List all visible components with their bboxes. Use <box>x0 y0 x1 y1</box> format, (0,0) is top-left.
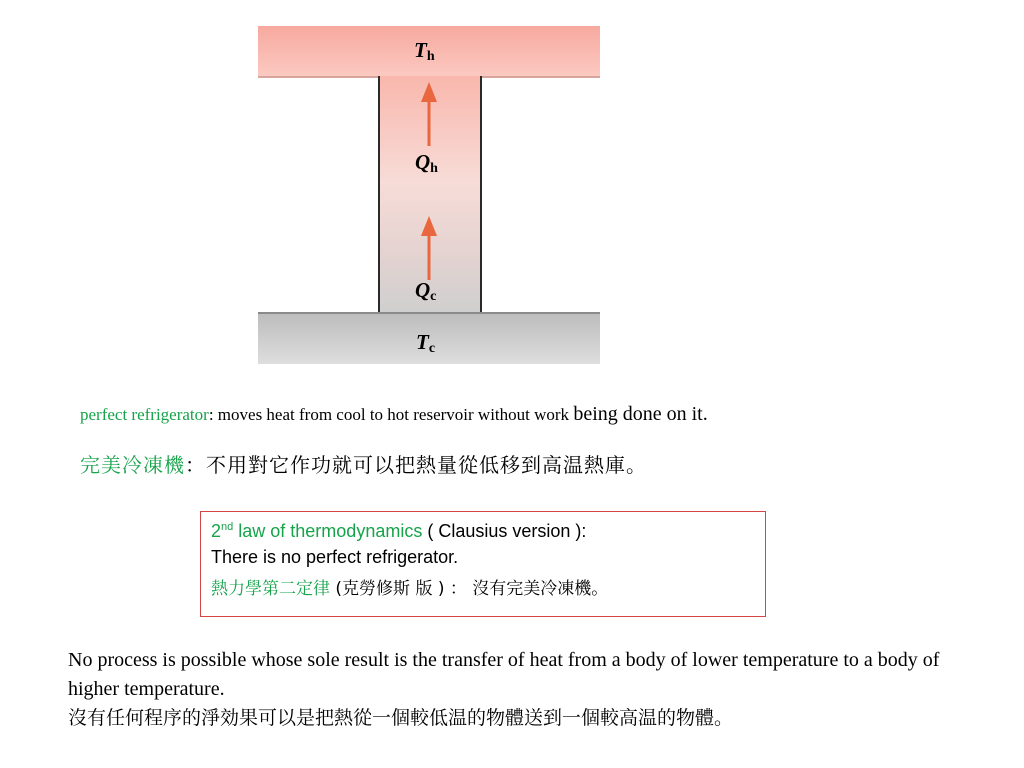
upper-up-arrow-icon <box>419 82 439 146</box>
definition-en <box>80 403 708 426</box>
law-number: 2 <box>211 521 222 541</box>
law-name-zh: 熱力學第二定律 <box>211 579 330 599</box>
cold-heat-label: $Q_c$ <box>415 278 437 304</box>
clausius-statement-en: No process is possible whose sole result is the transfer of heat from a body of lower temperature to a body of higher temperature. <box>68 649 940 700</box>
law-ordinal: nd <box>221 521 234 533</box>
second-law-box <box>200 511 766 617</box>
law-version-zh: (克勞修斯 版 ) ： 沒有完美冷凍機。 <box>330 579 609 599</box>
refrigerator-diagram <box>258 26 600 362</box>
hot-heat-label: $Q_h$ <box>415 150 438 176</box>
law-name: law of thermodynamics <box>233 521 423 541</box>
law-zh <box>211 576 755 602</box>
law-version: ( Clausius version ): <box>422 521 587 541</box>
definition-zh <box>80 449 647 478</box>
definition-en-text-large: being done on it. <box>573 403 708 425</box>
definition-en-text: : moves heat from cool to hot reservoir without work <box>208 405 574 424</box>
hot-temperature-label: $T_h$ <box>414 38 435 64</box>
term-perfect-refrigerator-zh: 完美冷凍機 <box>80 453 185 477</box>
clausius-statement <box>68 646 968 733</box>
definition-zh-text: ：不用對它作功就可以把熱量從低移到高温熱庫。 <box>185 453 647 477</box>
lower-up-arrow-icon <box>419 216 439 280</box>
law-title <box>211 518 755 544</box>
clausius-statement-zh: 沒有任何程序的淨効果可以是把熱從一個較低温的物體送到一個較高温的物體。 <box>68 707 734 729</box>
cold-temperature-label: $T_c$ <box>416 330 436 356</box>
law-statement: There is no perfect refrigerator. <box>211 547 459 567</box>
term-perfect-refrigerator: perfect refrigerator <box>80 405 209 424</box>
